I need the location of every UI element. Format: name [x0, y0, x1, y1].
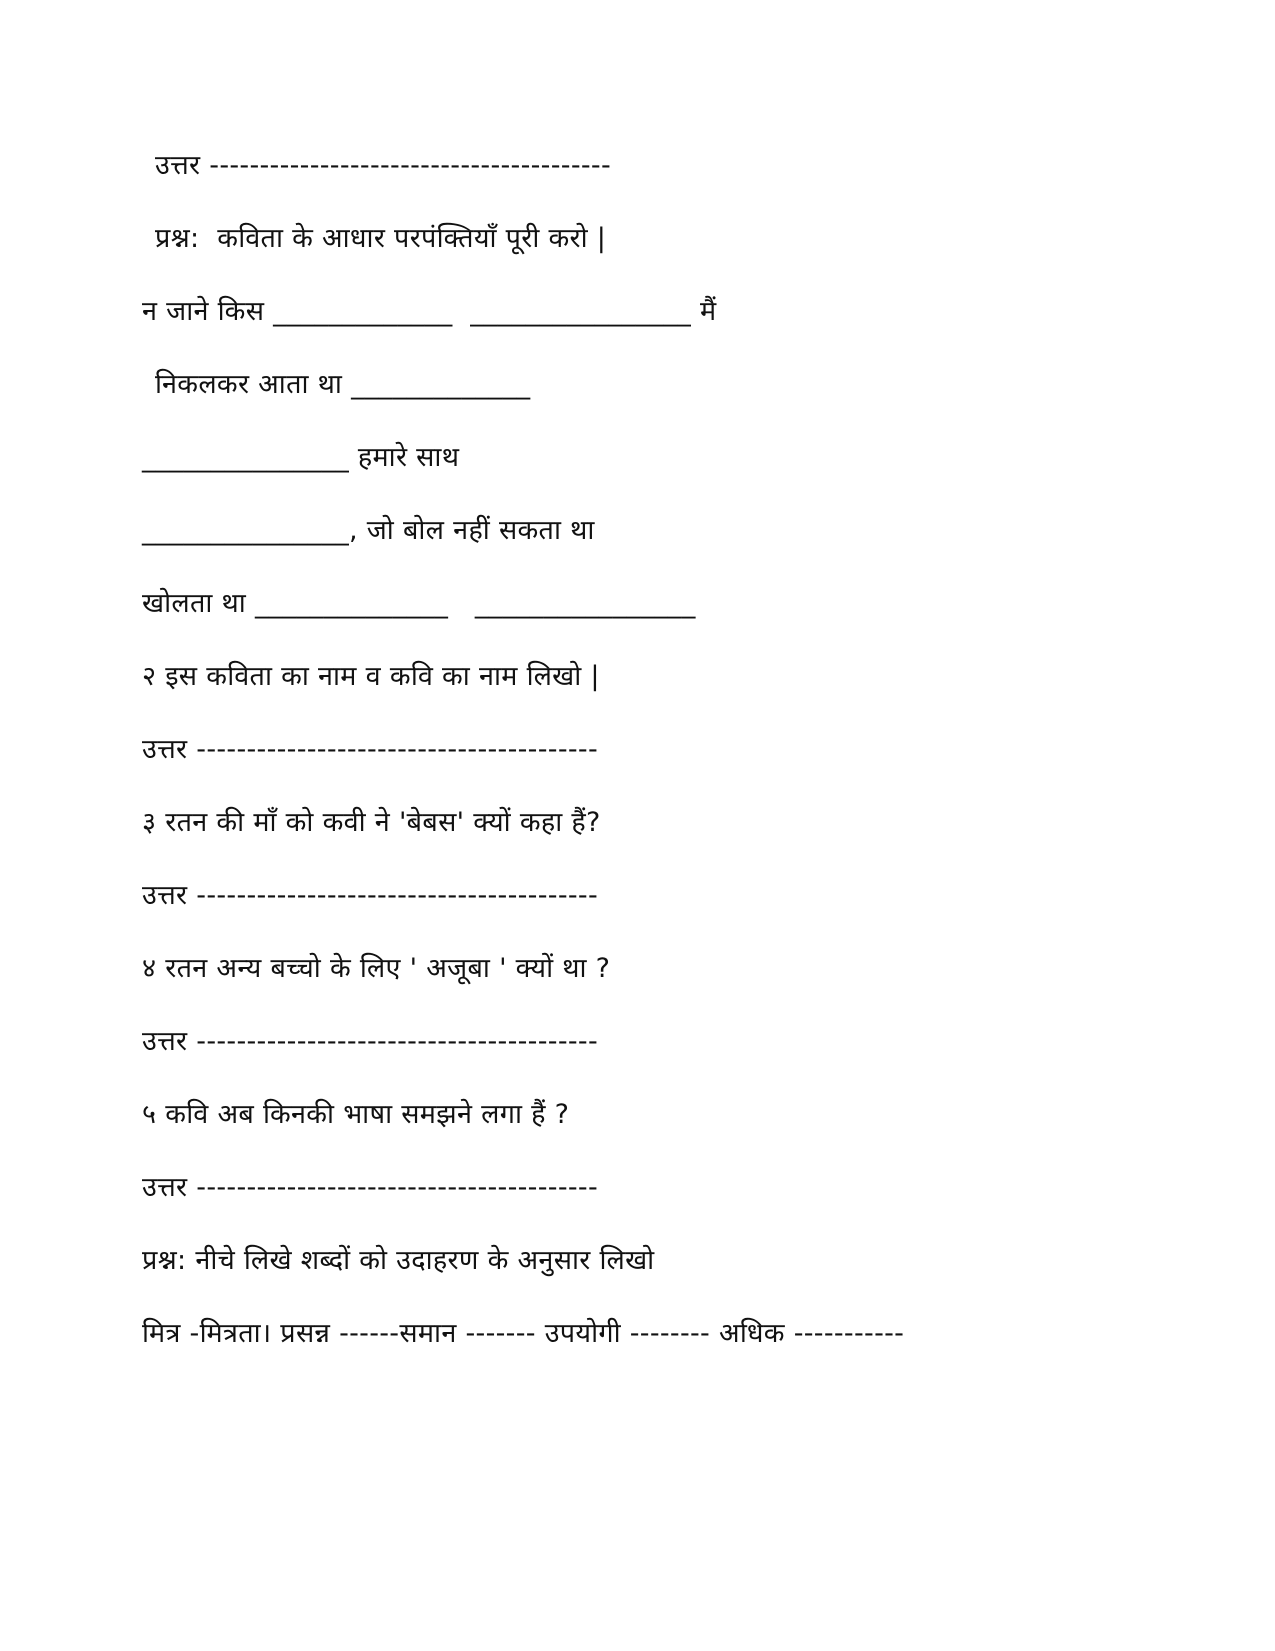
poem-blank-line-2: निकलकर आता था _____________ — [155, 369, 531, 400]
question-2: २ इस कविता का नाम व कवि का नाम लिखो | — [142, 661, 600, 692]
answer-line-3: उत्तर ---------------------------------------- — [142, 880, 598, 911]
answer-line-5: उत्तर ---------------------------------------- — [142, 1172, 598, 1203]
poem-blank-line-5: खोलता था ______________ ________________ — [142, 588, 696, 619]
answer-line-1: उत्तर ---------------------------------------- — [155, 150, 611, 181]
question-4: ४ रतन अन्य बच्चो के लिए ' अजूबा ' क्यों था ? — [142, 953, 611, 984]
question-complete-lines: प्रश्न: कविता के आधार परपंक्तियाँ पूरी करो | — [155, 223, 607, 254]
answer-line-4: उत्तर ---------------------------------------- — [142, 1026, 598, 1057]
answer-line-2: उत्तर ---------------------------------------- — [142, 734, 598, 765]
poem-blank-line-4: _______________, जो बोल नहीं सकता था — [142, 515, 595, 546]
question-5: ५ कवि अब किनकी भाषा समझने लगा हैं ? — [142, 1099, 570, 1130]
poem-blank-line-3: _______________ हमारे साथ — [142, 442, 460, 473]
poem-blank-line-1: न जाने किस _____________ ________________ मैं — [142, 296, 717, 327]
question-3: ३ रतन की माँ को कवी ने 'बेबस' क्यों कहा हैं? — [142, 807, 601, 838]
word-forms-exercise: मित्र -मित्रता। प्रसन्न ------समान ------- उपयोगी -------- अधिक ----------- — [142, 1318, 905, 1349]
question-word-forms: प्रश्न: नीचे लिखे शब्दों को उदाहरण के अनुसार लिखो — [142, 1245, 655, 1276]
